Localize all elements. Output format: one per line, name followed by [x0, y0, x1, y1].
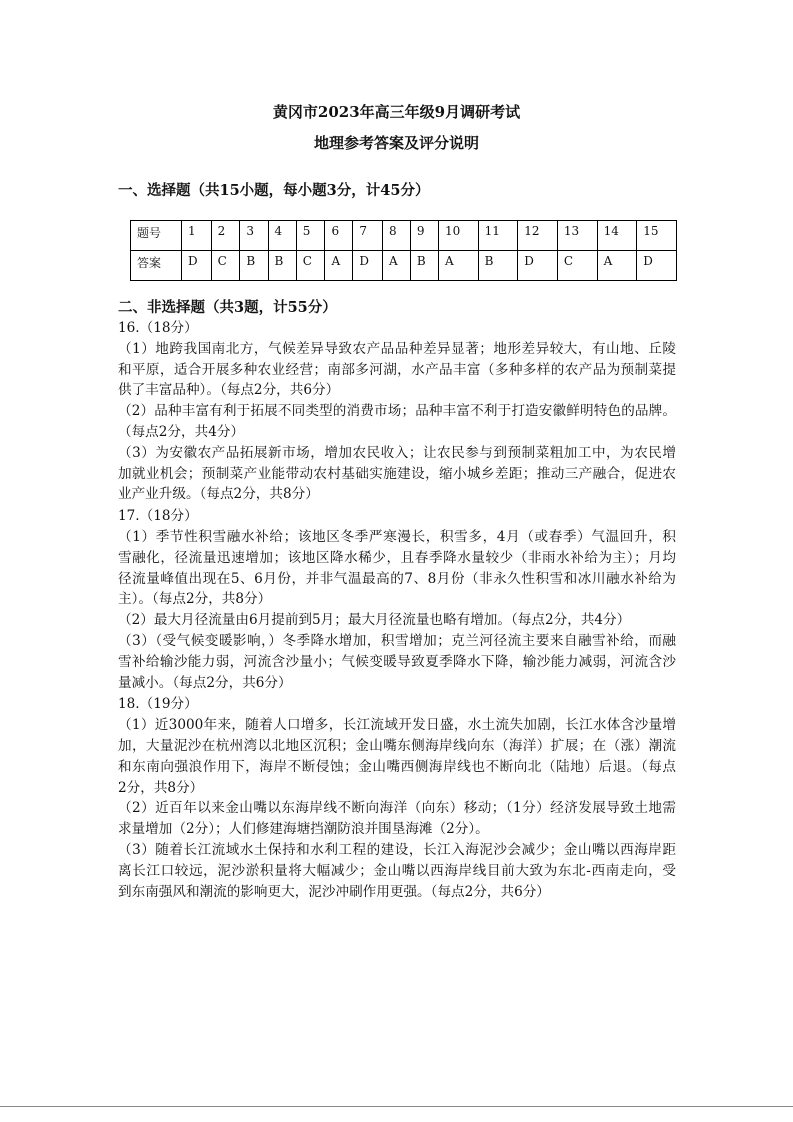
question-number-cell: 11: [478, 221, 518, 251]
answer-text-line: 到东南强风和潮流的影响更大，泥沙冲刷作用更强。（每点2分，共6分）: [118, 883, 550, 900]
answer-text-line: 径流量峰值出现在5、6月份，并非气温最高的7、8月份（非永久性积雪和冰川融水补给为: [118, 570, 676, 587]
section-1-heading: 一、选择题（共15小题，每小题3分，计45分）: [118, 182, 430, 199]
answer-row: [131, 251, 677, 281]
answer-text-line: （3）为安徽农产品拓展新市场，增加农民收入；让农民参与到预制菜粗加工中，为农民增: [118, 444, 676, 461]
answer-text-line: 加，大量泥沙在杭州湾以北地区沉积；金山嘴东侧海岸线向东（海洋）扩展；在（涨）潮流: [118, 737, 676, 754]
question-number-cell: 10: [439, 221, 479, 251]
question-number-cell: 1: [182, 221, 212, 251]
answer-text-line: （2）最大月径流量由6月提前到5月；最大月径流量也略有增加。（每点2分，共4分）: [118, 612, 631, 629]
answer-text-line: 主）。（每点2分，共8分）: [118, 591, 272, 608]
answer-cell: B: [410, 251, 438, 281]
answer-text-line: 求量增加（2分）；人们修建海塘挡潮防浪并围垦海滩（2分）。: [118, 821, 489, 838]
answer-explanations: [118, 318, 676, 902]
page-bottom-rule: [0, 1106, 793, 1107]
answer-text-line: （1）季节性积雪融水补给；该地区冬季严寒漫长，积雪多，4月（或春季）气温回升，积: [118, 528, 676, 545]
answer-text-line: 雪补给输沙能力弱，河流含沙量小；气候变暖导致夏季降水下降，输沙能力减弱，河流含沙: [118, 653, 676, 670]
question-heading: 18.（19分）: [118, 696, 198, 713]
question-number-cell: 12: [518, 221, 558, 251]
question-number-cell: 15: [637, 221, 677, 251]
question-number-cell: 3: [240, 221, 268, 251]
answer-text-line: （1）地跨我国南北方，气候差异导致农产品品种差异显著；地形差异较大，有山地、丘陵: [118, 340, 676, 357]
answer-cell: B: [478, 251, 518, 281]
answer-text-line: （2）品种丰富有利于拓展不同类型的消费市场；品种丰富不利于打造安徽鲜明特色的品牌。: [118, 403, 676, 420]
answer-cell: D: [637, 251, 677, 281]
answer-text-line: 雪融化，径流量迅速增加；该地区降水稀少，且春季降水量较少（非雨水补给为主）；月均: [118, 549, 676, 566]
answer-text-line: 离长江口较远，泥沙淤积量将大幅减少；金山嘴以西海岸线目前大致为东北-西南走向，受: [118, 862, 676, 879]
answer-cell: D: [518, 251, 558, 281]
document-title: 黄冈市2023年高三年级9月调研考试: [272, 103, 521, 121]
question-number-cell: 9: [410, 221, 438, 251]
answer-cell: A: [325, 251, 353, 281]
question-number-cell: 6: [325, 221, 353, 251]
question-number-cell: 7: [353, 221, 383, 251]
question-number-cell: 14: [597, 221, 637, 251]
answer-cell: D: [353, 251, 383, 281]
answer-cell: C: [557, 251, 597, 281]
answer-text-line: （3）（受气候变暖影响，）冬季降水增加，积雪增加；克兰河径流主要来自融雪补给，而融: [118, 632, 676, 649]
answer-cell: C: [211, 251, 240, 281]
answer-text-line: 2分，共8分）: [118, 779, 204, 796]
question-number-cell: 8: [382, 221, 410, 251]
answer-text-line: （每点2分，共4分）: [118, 423, 245, 440]
row-label: 答案: [131, 251, 182, 281]
question-number-row: [131, 221, 677, 251]
answer-text-line: （1）近3000年来，随着人口增多，长江流域开发日盛，水土流失加剧，长江水体含沙量增: [118, 717, 676, 734]
question-heading: 17.（18分）: [118, 508, 198, 525]
question-heading: 16.（18分）: [118, 320, 198, 336]
answer-cell: A: [439, 251, 479, 281]
row-label: 题号: [131, 221, 182, 251]
answer-text-line: 业产业升级。（每点2分，共8分）: [118, 486, 319, 503]
answer-text-line: 量减小。（每点2分，共6分）: [118, 674, 292, 691]
answer-cell: A: [382, 251, 410, 281]
answer-text-line: 加就业机会；预制菜产业能带动农村基础实施建设，缩小城乡差距；推动三产融合，促进农: [118, 465, 676, 482]
answer-table: [130, 220, 677, 281]
answer-text-line: （3）随着长江流域水土保持和水利工程的建设，长江入海泥沙会减少；金山嘴以西海岸距: [118, 841, 676, 858]
section-2-heading: 二、非选择题（共3题，计55分）: [118, 299, 337, 316]
answer-cell: A: [597, 251, 637, 281]
answer-cell: B: [240, 251, 268, 281]
answer-cell: C: [296, 251, 325, 281]
question-number-cell: 13: [557, 221, 597, 251]
answer-text-line: 供了丰富品种）。（每点2分，共6分）: [118, 382, 340, 399]
answer-text-line: （2）近百年以来金山嘴以东海岸线不断向海洋（向东）移动；（1分）经济发展导致土地需: [118, 800, 676, 817]
answer-text-line: 和东南向强浪作用下，海岸不断侵蚀；金山嘴西侧海岸线也不断向北（陆地）后退。（每点: [118, 758, 676, 775]
answer-cell: D: [182, 251, 212, 281]
question-number-cell: 4: [268, 221, 296, 251]
answer-cell: B: [268, 251, 296, 281]
question-number-cell: 5: [296, 221, 325, 251]
answer-text-line: 和平原，适合开展多种农业经营；南部多河湖，水产品丰富（多种多样的农产品为预制菜提: [118, 361, 676, 378]
document-subtitle: 地理参考答案及评分说明: [313, 134, 479, 152]
question-number-cell: 2: [211, 221, 240, 251]
